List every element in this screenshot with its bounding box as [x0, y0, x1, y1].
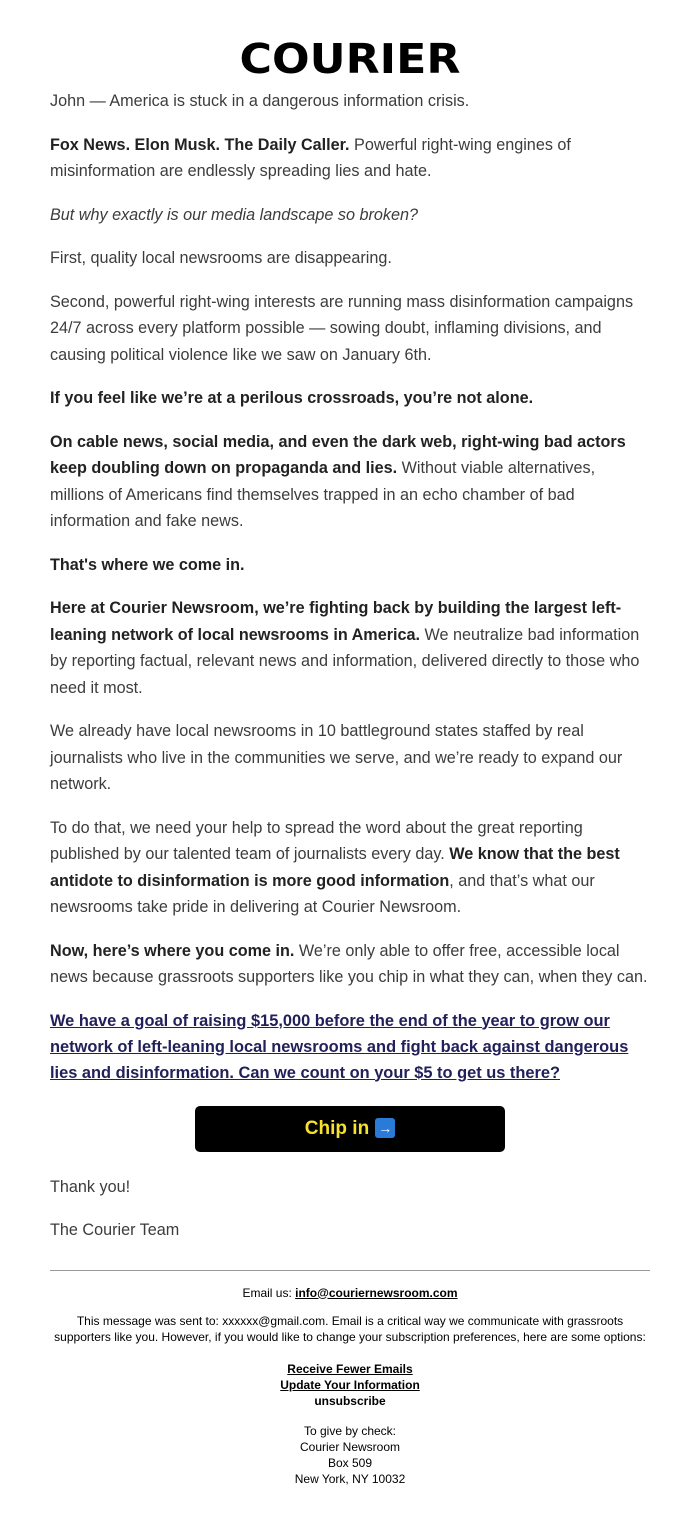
courier-logo: COURIER [239, 35, 461, 83]
paragraph-first: First, quality local newsrooms are disappearing. [50, 249, 392, 267]
paragraph-spread-word-text: To do that, we need your help to spread the word about the great reporting published by our talented team of journalists every day. [50, 818, 583, 863]
paragraph-cable-news-text: Without viable alternatives, millions of Americans find themselves trapped in an echo chamber of bad information and fake news. [50, 459, 596, 530]
paragraph-question [50, 202, 650, 229]
paragraph-second: Second, powerful right-wing interests are running mass disinformation campaigns 24/7 across every platform possible — sowing doubt, inflaming divisions, and causing political violence like we saw on January 6th. [50, 292, 634, 364]
paragraph-question-italic: But why exactly is our media landscape so broken? [50, 205, 419, 224]
paragraph-cable-news [50, 429, 650, 535]
paragraph-come-in-bold: That's where we come in. [50, 555, 245, 574]
paragraph-spread-word [50, 815, 650, 921]
update-information-link[interactable]: Update Your Information [280, 1377, 420, 1392]
footer-email-line [50, 1285, 650, 1301]
paragraph-intro: John — America is stuck in a dangerous information crisis. [50, 92, 470, 110]
paragraph-you-come-in [50, 938, 650, 991]
chip-in-label: Chip in [304, 1117, 370, 1139]
paragraph-crossroads [50, 385, 650, 412]
address-city: New York, NY 10032 [294, 1471, 406, 1486]
footer-divider [50, 1270, 650, 1271]
paragraph-fighting-back-bold: Here at Courier Newsroom, we’re fighting back by building the largest left-leaning network of local newsrooms in America. [50, 599, 622, 644]
footer [50, 1285, 650, 1487]
chip-in-button[interactable] [195, 1106, 505, 1152]
unsubscribe-link[interactable]: unsubscribe [314, 1393, 386, 1408]
paragraph-engines-bold: Fox News. Elon Musk. The Daily Caller. [50, 135, 350, 154]
paragraph-fighting-back-text: We neutralize bad information by reporting factual, relevant news and information, delivered directly to those who need it most. [50, 625, 640, 697]
footer-links [50, 1361, 650, 1409]
footer-email-link[interactable]: info@couriernewsroom.com [295, 1285, 458, 1300]
footer-sent-to: This message was sent to: xxxxxx@gmail.com. Email is a critical way we communicate with grassroots supporters like you. However, if you would like to change your subscription preferences, here are some options: [54, 1313, 646, 1344]
receive-fewer-emails-link[interactable]: Receive Fewer Emails [287, 1361, 413, 1376]
paragraph-engines [50, 132, 650, 185]
signature-text: The Courier Team [50, 1221, 180, 1239]
goal-link[interactable]: We have a goal of raising $15,000 before the end of the year to grow our network of left-leaning local newsrooms and fight back against dangerous lies and disinformation. Can we count on your $5 to get us there? [50, 1011, 629, 1082]
address-box: Box 509 [327, 1455, 373, 1470]
paragraph-crossroads-bold: If you feel like we’re at a perilous crossroads, you’re not alone. [50, 389, 534, 407]
paragraph-come-in [50, 552, 650, 579]
cta-row [50, 1106, 650, 1152]
paragraph-spread-word-bold: We know that the best antidote to disinformation is more good information [50, 845, 620, 890]
thanks-text: Thank you! [50, 1177, 131, 1196]
paragraph-spread-word-end: , and that’s what our newsrooms take pride in delivering at Courier Newsroom. [50, 871, 595, 916]
address-name: Courier Newsroom [299, 1439, 401, 1454]
paragraph-battleground: We already have local newsrooms in 10 battleground states staffed by real journalists who live in the communities we serve, and we’re ready to expand our network. [50, 722, 623, 793]
paragraph-fighting-back [50, 595, 650, 701]
right-arrow-icon: → [375, 1118, 395, 1138]
email-container [50, 0, 650, 1487]
paragraph-engines-text: Powerful right-wing engines of misinformation are endlessly spreading lies and hate. [50, 135, 571, 180]
footer-email-prefix: Email us: [242, 1285, 296, 1300]
paragraph-cable-news-bold: On cable news, social media, and even the dark web, right-wing bad actors keep doubling down on propaganda and lies. [50, 432, 626, 477]
check-label: To give by check: [303, 1423, 397, 1438]
paragraph-you-come-in-text: We’re only able to offer free, accessible local news because grassroots supporters like you chip in what they can, when they can. [50, 941, 648, 986]
paragraph-you-come-in-bold: Now, here’s where you come in. [50, 941, 295, 960]
